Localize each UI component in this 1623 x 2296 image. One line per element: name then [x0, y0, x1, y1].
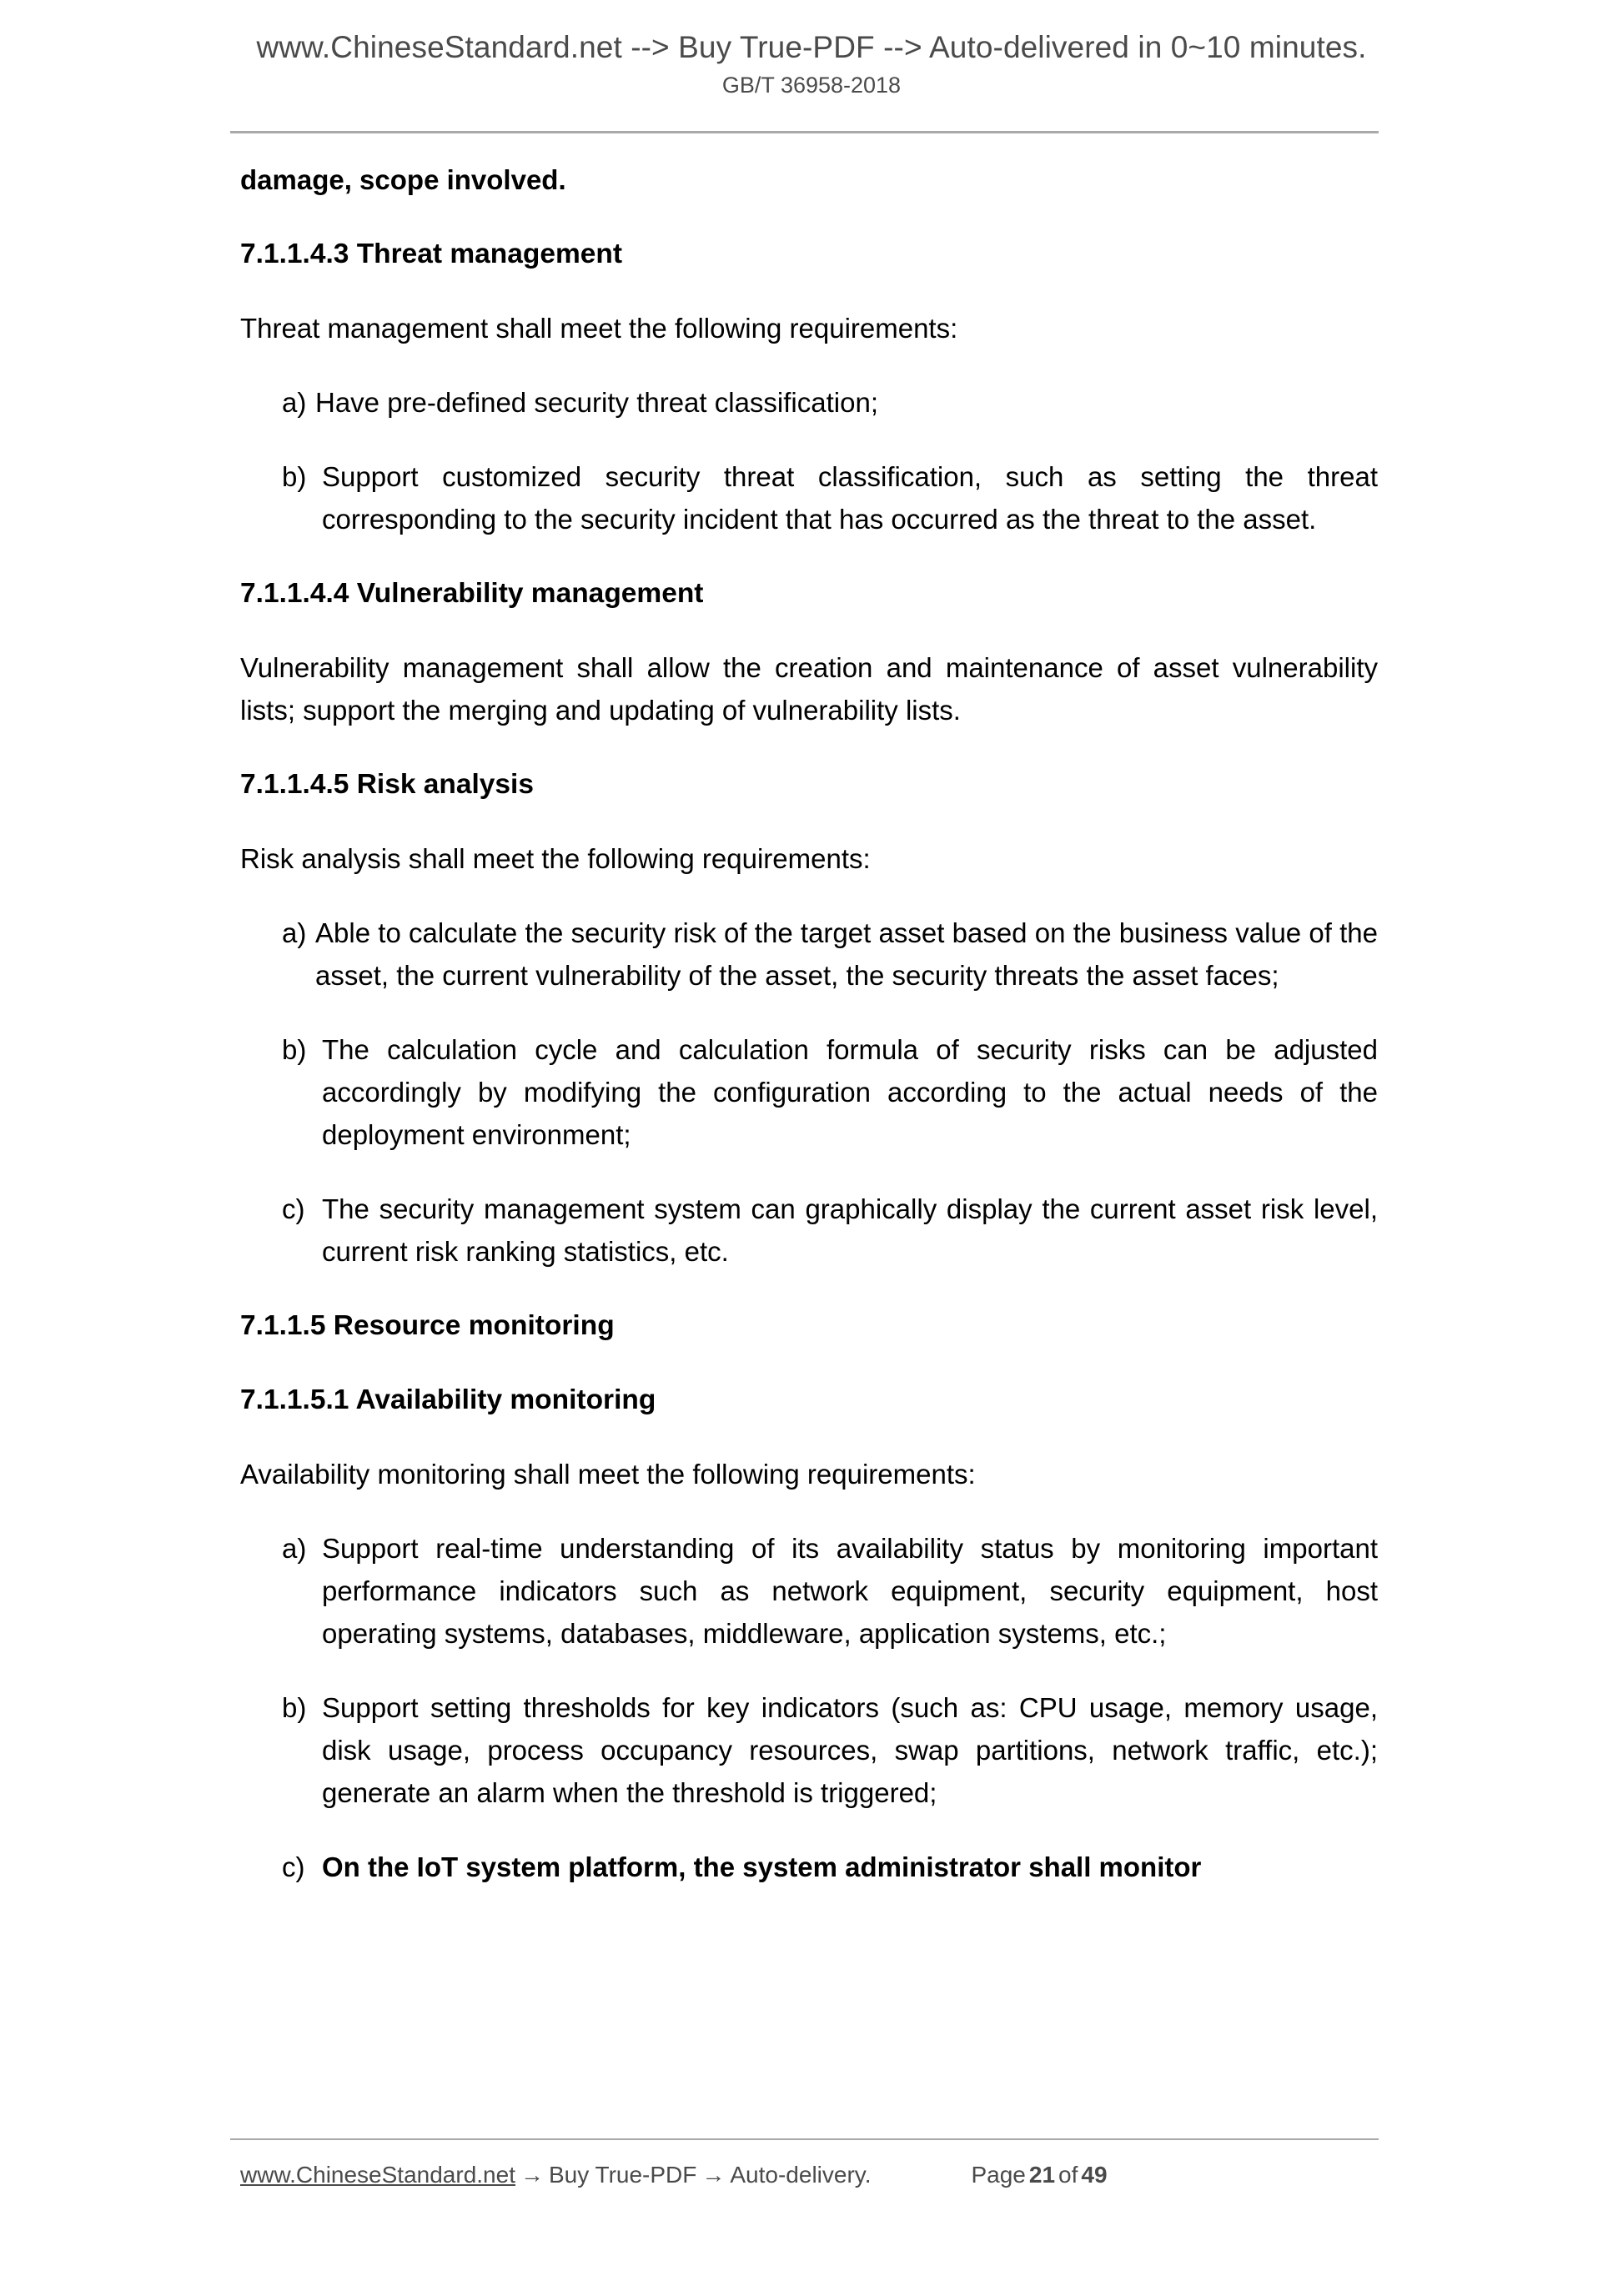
intro-availability-monitoring: Availability monitoring shall meet the following requirements:	[240, 1459, 976, 1490]
continued-sentence: damage, scope involved.	[240, 164, 566, 195]
list-marker: b)	[282, 1034, 307, 1065]
footer-url-link[interactable]: www.ChineseStandard.net	[240, 2162, 515, 2188]
current-page-number: 21	[1028, 2162, 1056, 2188]
list-item	[240, 1028, 1378, 1156]
standard-number: GB/T 36958-2018	[721, 73, 902, 98]
page-footer	[240, 2158, 1378, 2192]
list-item-text: On the IoT system platform, the system administrator shall monitor	[322, 1851, 1202, 1882]
list-item-text: Support real-time understanding of its availability status by monitoring important performance indicators such as network equipment, security equipment, host operating systems, databases, middleware, application systems, etc.;	[322, 1533, 1378, 1649]
footer-divider	[230, 2138, 1379, 2140]
list-item	[240, 381, 1378, 424]
arrow-right-icon: →	[701, 2162, 726, 2188]
list-item	[240, 912, 1378, 997]
heading-risk-analysis: 7.1.1.4.5 Risk analysis	[240, 769, 534, 800]
promo-banner: www.ChineseStandard.net --> Buy True-PDF --> Auto-delivered in 0~10 minutes.	[256, 30, 1367, 64]
header-divider	[230, 131, 1379, 133]
footer-promo	[240, 2158, 871, 2192]
page-indicator	[971, 2158, 1110, 2192]
list-item	[240, 1188, 1378, 1273]
arrow-right-icon: →	[520, 2162, 544, 2188]
list-item	[240, 455, 1378, 540]
list-item	[240, 1527, 1378, 1655]
intro-threat-management: Threat management shall meet the following requirements:	[240, 313, 958, 344]
list-marker: a)	[282, 917, 307, 948]
list-item	[240, 1686, 1378, 1814]
page-label: Page	[971, 2162, 1026, 2188]
list-item-text: Able to calculate the security risk of the target asset based on the business value of the asset, the current vulnerability of the asset, the security threats the asset faces;	[315, 917, 1378, 991]
heading-resource-monitoring: 7.1.1.5 Resource monitoring	[240, 1310, 615, 1341]
list-marker: a)	[282, 387, 307, 418]
document-body	[240, 158, 1378, 1888]
intro-vulnerability-management: Vulnerability management shall allow the creation and maintenance of asset vulnerability lists; support the merging and updating of vulnerability lists.	[240, 652, 1378, 726]
list-marker: b)	[282, 461, 307, 492]
list-item-text: Support customized security threat classification, such as setting the threat corresponding to the security incident that has occurred as the threat to the asset.	[322, 461, 1378, 535]
list-item-text: Have pre-defined security threat classification;	[315, 387, 878, 418]
list-marker: c)	[282, 1193, 305, 1224]
list-marker: c)	[282, 1851, 305, 1882]
intro-risk-analysis: Risk analysis shall meet the following requirements:	[240, 843, 871, 874]
footer-mid-text: Buy True-PDF	[548, 2162, 697, 2188]
list-marker: a)	[282, 1533, 307, 1564]
heading-vulnerability-management: 7.1.1.4.4 Vulnerability management	[240, 578, 704, 609]
page-header	[0, 0, 1623, 100]
list-item-text: Support setting thresholds for key indicators (such as: CPU usage, memory usage, disk usage, process occupancy resources, swap partitions, network traffic, etc.); generate an alarm when the threshold is triggered;	[322, 1692, 1378, 1808]
heading-availability-monitoring: 7.1.1.5.1 Availability monitoring	[240, 1384, 656, 1415]
list-marker: b)	[282, 1692, 307, 1723]
list-item-text: The calculation cycle and calculation formula of security risks can be adjusted accordingly by modifying the configuration according to the actual needs of the deployment environment;	[322, 1034, 1378, 1150]
list-item-text: The security management system can graphically display the current asset risk level, current risk ranking statistics, etc.	[322, 1193, 1378, 1267]
total-page-count: 49	[1081, 2162, 1108, 2188]
of-label: of	[1058, 2162, 1078, 2188]
list-item	[240, 1846, 1378, 1888]
heading-threat-management: 7.1.1.4.3 Threat management	[240, 239, 623, 269]
footer-tail-text: Auto-delivery.	[730, 2162, 872, 2188]
